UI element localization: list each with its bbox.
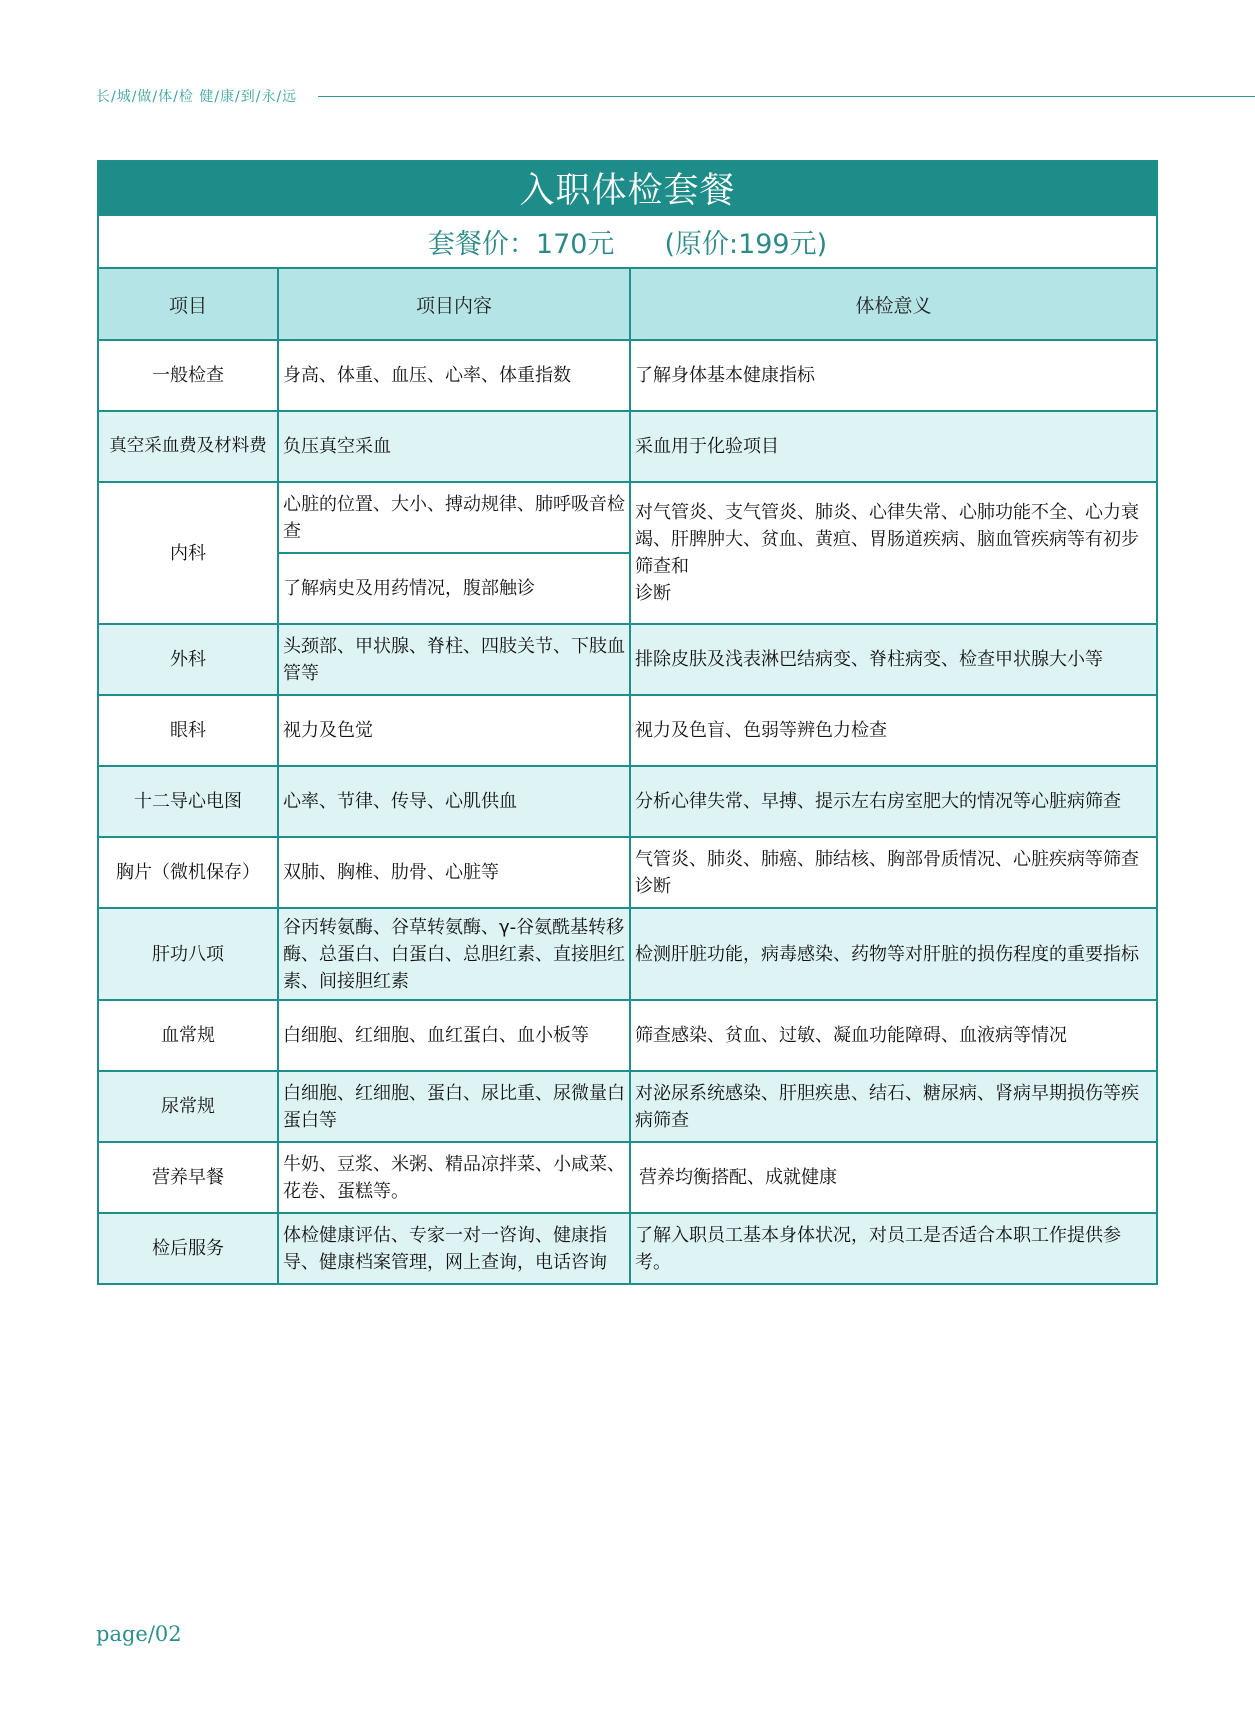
item-name: 十二导心电图 — [98, 766, 278, 837]
page-number: page/02 — [96, 1622, 182, 1646]
column-header-meaning: 体检意义 — [630, 268, 1157, 340]
item-name: 外科 — [98, 624, 278, 695]
header-slogan: 长/城/做/体/检 健/康/到/永/远 — [96, 89, 298, 105]
item-name: 血常规 — [98, 1000, 278, 1071]
item-name: 营养早餐 — [98, 1142, 278, 1213]
item-name: 尿常规 — [98, 1071, 278, 1142]
package-title: 入职体检套餐 — [98, 161, 1157, 215]
page-header — [96, 86, 1255, 108]
package-table — [97, 160, 1158, 1285]
item-content: 视力及色觉 — [278, 695, 630, 766]
table-row — [98, 837, 1157, 908]
item-content: 白细胞、红细胞、血红蛋白、血小板等 — [278, 1000, 630, 1071]
table-row — [98, 1142, 1157, 1213]
item-content: 身高、体重、血压、心率、体重指数 — [278, 340, 630, 411]
table-row — [98, 908, 1157, 1000]
item-meaning-extra: 诊断 — [635, 583, 671, 604]
item-content: 了解病史及用药情况，腹部触诊 — [278, 553, 630, 624]
item-meaning: 气管炎、肺炎、肺癌、肺结核、胸部骨质情况、心脏疾病等筛查诊断 — [630, 837, 1157, 908]
table-row — [98, 1071, 1157, 1142]
item-meaning-text: 对气管炎、支气管炎、肺炎、心律失常、心肺功能不全、心力衰竭、肝脾肿大、贫血、黄疸、胃肠道疾病、脑血管疾病等有初步筛查和 — [635, 502, 1139, 577]
item-content: 心脏的位置、大小、搏动规律、肺呼吸音检查 — [278, 482, 630, 553]
item-content: 头颈部、甲状腺、脊柱、四肢关节、下肢血管等 — [278, 624, 630, 695]
item-content: 体检健康评估、专家一对一咨询、健康指导、健康档案管理，网上查询，电话咨询 — [278, 1213, 630, 1284]
column-header-content: 项目内容 — [278, 268, 630, 340]
item-meaning: 营养均衡搭配、成就健康 — [630, 1142, 1157, 1213]
price-label: 套餐价：170元 — [427, 229, 615, 260]
table-row — [98, 340, 1157, 411]
item-meaning: 采血用于化验项目 — [630, 411, 1157, 482]
item-content: 心率、节律、传导、心肌供血 — [278, 766, 630, 837]
item-meaning: 分析心律失常、早搏、提示左右房室肥大的情况等心脏病筛查 — [630, 766, 1157, 837]
item-content: 谷丙转氨酶、谷草转氨酶、γ-谷氨酰基转移酶、总蛋白、白蛋白、总胆红素、直接胆红素、间接胆红素 — [278, 908, 630, 1000]
table-row — [98, 1213, 1157, 1284]
item-name: 眼科 — [98, 695, 278, 766]
package-price — [98, 215, 1157, 268]
original-price-label: (原价:199元) — [664, 229, 828, 260]
item-name: 真空采血费及材料费 — [98, 411, 278, 482]
header-divider — [318, 96, 1255, 97]
item-name: 肝功八项 — [98, 908, 278, 1000]
item-content: 负压真空采血 — [278, 411, 630, 482]
item-content: 牛奶、豆浆、米粥、精品凉拌菜、小咸菜、花卷、蛋糕等。 — [278, 1142, 630, 1213]
item-meaning: 对泌尿系统感染、肝胆疾患、结石、糖尿病、肾病早期损伤等疾病筛查 — [630, 1071, 1157, 1142]
item-name: 检后服务 — [98, 1213, 278, 1284]
column-header-item: 项目 — [98, 268, 278, 340]
item-name: 内科 — [98, 482, 278, 624]
item-meaning — [630, 482, 1157, 624]
item-meaning: 检测肝脏功能，病毒感染、药物等对肝脏的损伤程度的重要指标 — [630, 908, 1157, 1000]
table-row — [98, 624, 1157, 695]
item-meaning: 视力及色盲、色弱等辨色力检查 — [630, 695, 1157, 766]
table-row — [98, 482, 1157, 553]
item-meaning: 了解入职员工基本身体状况，对员工是否适合本职工作提供参考。 — [630, 1213, 1157, 1284]
item-meaning: 了解身体基本健康指标 — [630, 340, 1157, 411]
item-content: 双肺、胸椎、肋骨、心脏等 — [278, 837, 630, 908]
table-row — [98, 411, 1157, 482]
table-row — [98, 766, 1157, 837]
item-meaning: 筛查感染、贫血、过敏、凝血功能障碍、血液病等情况 — [630, 1000, 1157, 1071]
item-content: 白细胞、红细胞、蛋白、尿比重、尿微量白蛋白等 — [278, 1071, 630, 1142]
table-row — [98, 695, 1157, 766]
item-meaning: 排除皮肤及浅表淋巴结病变、脊柱病变、检查甲状腺大小等 — [630, 624, 1157, 695]
item-name: 一般检查 — [98, 340, 278, 411]
item-name: 胸片（微机保存） — [98, 837, 278, 908]
table-row — [98, 1000, 1157, 1071]
